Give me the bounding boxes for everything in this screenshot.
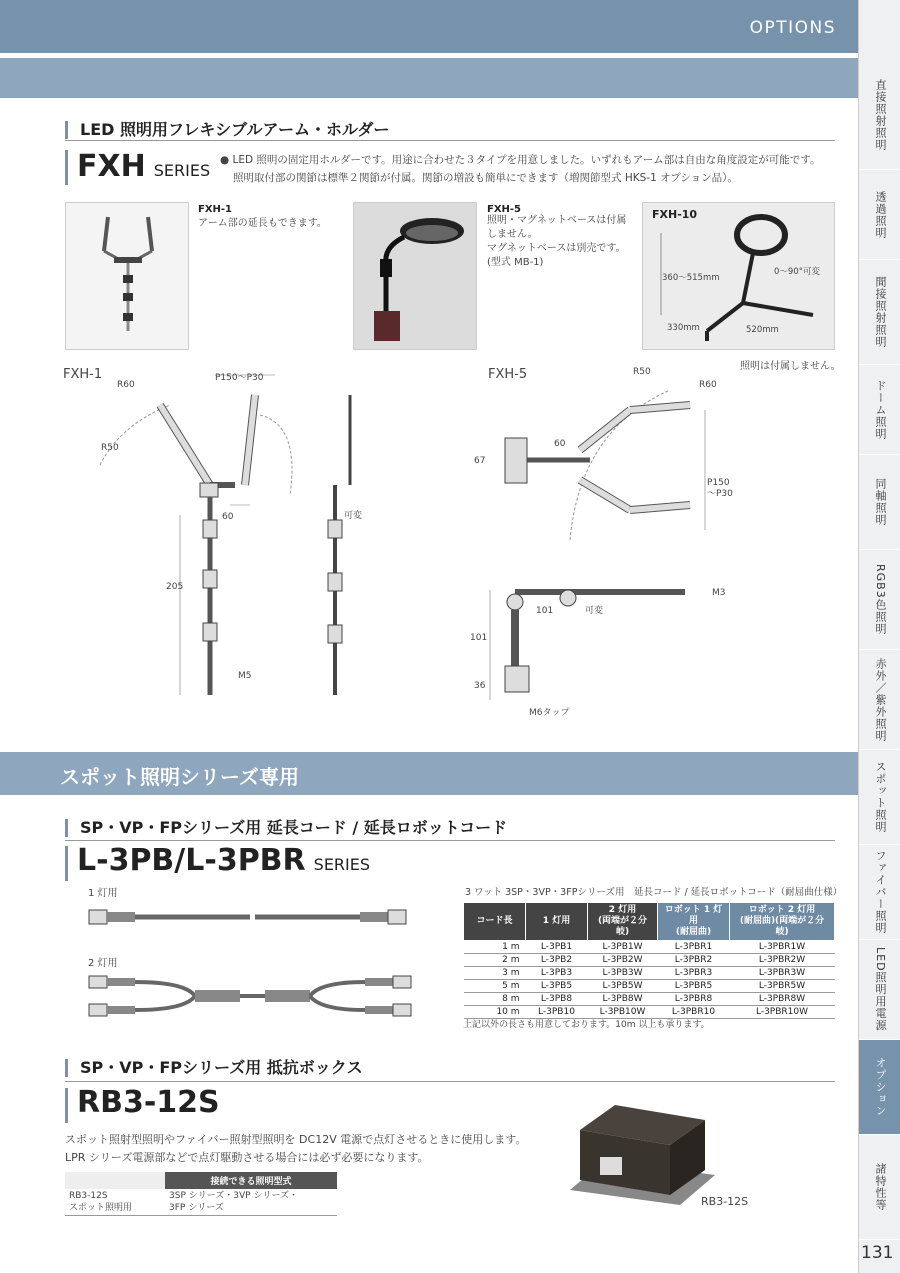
spot-section-band — [0, 752, 858, 795]
table-row — [464, 967, 835, 980]
rb-subtitle: SP・VP・FPシリーズ用 抵抗ボックス — [65, 1059, 363, 1077]
table-row — [464, 980, 835, 993]
header-bar — [0, 0, 858, 53]
table-cell: L-3PB8W — [588, 993, 658, 1006]
drawing-fxh5-kahen: 可変 — [585, 606, 604, 616]
table-cell: L-3PB10W — [588, 1006, 658, 1019]
tab-characteristics[interactable]: 諸特性等 — [859, 1135, 900, 1240]
table-cell: L-3PB10 — [526, 1006, 588, 1019]
rb-photo-label: RB3-12S — [701, 1195, 749, 1208]
cord-title-bar — [65, 846, 68, 881]
table-cell: L-3PBR5W — [730, 980, 835, 993]
tab-dome[interactable]: ドーム照明 — [859, 365, 900, 455]
table-row — [464, 993, 835, 1006]
fxh5-text-1: 照明・マグネットベースは付属 — [487, 215, 627, 226]
table-cell: L-3PBR3 — [658, 967, 730, 980]
cord-title: L-3PB/L-3PBR SERIES — [77, 843, 371, 878]
table-cell: L-3PB5W — [588, 980, 658, 993]
drawing-fxh5-pitch: P150 — [707, 478, 730, 488]
tab-direct[interactable]: 直接照射照明 — [859, 60, 900, 170]
drawing-fxh5-m3: M3 — [712, 588, 726, 598]
table-cell: L-3PB2W — [588, 954, 658, 967]
table-cell: L-3PBR8 — [658, 993, 730, 1006]
table-cell: L-3PB8 — [526, 993, 588, 1006]
drawing-fxh5-101a: 101 — [536, 606, 554, 616]
cord-two-light-image — [85, 968, 415, 1028]
fxh1-drawing — [60, 365, 380, 725]
col-robot-two: ロボット 2 灯用 (耐屈曲)(両端が２分岐) — [730, 903, 835, 941]
drawing-fxh5-r60: R60 — [699, 380, 717, 390]
fxh10-label: FXH-10 — [652, 208, 698, 221]
header-options-label: OPTIONS — [749, 18, 836, 38]
drawing-fxh1-r60: R60 — [117, 380, 135, 390]
divider — [65, 1081, 835, 1082]
tab-indirect[interactable]: 間接照射照明 — [859, 260, 900, 365]
drawing-fxh1-title: FXH-1 — [63, 367, 103, 382]
rb-photo — [560, 1095, 720, 1210]
table-cell: L-3PBR10W — [730, 1006, 835, 1019]
table-cell: L-3PBR5 — [658, 980, 730, 993]
tab-led-power[interactable]: LED照明用電源 — [859, 940, 900, 1040]
fxh5-label: FXH-5 — [487, 204, 522, 215]
table-cell: L-3PBR10 — [658, 1006, 730, 1019]
side-index — [858, 0, 900, 1273]
table-cell: 10 m — [464, 1006, 526, 1019]
fxh5-text-4: (型式 MB-1) — [487, 257, 544, 268]
divider — [65, 140, 835, 141]
table-row — [464, 954, 835, 967]
tab-spot[interactable]: スポット照明 — [859, 750, 900, 845]
drawing-fxh1-205: 205 — [166, 582, 184, 592]
cord-table — [463, 902, 835, 1019]
drawing-fxh5-pitch-range: ～P30 — [707, 489, 733, 499]
table-cell: L-3PB1 — [526, 941, 588, 954]
rb-table-header: 接続できる照明型式 — [165, 1172, 337, 1189]
table-cell: 8 m — [464, 993, 526, 1006]
cord-subtitle: SP・VP・FPシリーズ用 延長コード / 延長ロボットコード — [65, 819, 507, 837]
table-cell: L-3PB5 — [526, 980, 588, 993]
table-cell: L-3PB1W — [588, 941, 658, 954]
rb-desc-1: スポット照射型照明やファイバー照射型照明を DC12V 電源で点灯させるときに使用します。 — [65, 1133, 527, 1146]
table-cell: L-3PBR2W — [730, 954, 835, 967]
page-number: 131 — [861, 1243, 894, 1263]
tab-ir-uv[interactable]: 赤外／紫外照明 — [859, 650, 900, 750]
fxh5-text-2: しません。 — [487, 229, 538, 240]
fxh10-depth: 330mm — [667, 323, 700, 333]
drawing-fxh5-r50: R50 — [633, 367, 651, 377]
cord-table-title: 3 ワット 3SP・3VP・3FPシリーズ用 延長コード / 延長ロボットコード（耐屈曲仕様） — [465, 887, 843, 898]
drawing-fxh5-60: 60 — [554, 439, 566, 449]
fxh10-width: 520mm — [746, 325, 779, 335]
fxh-desc-1: ● LED 照明の固定用ホルダーです。用途に合わせた３タイプを用意しました。いずれもアーム部は自由な角度設定が可能です。 — [220, 154, 821, 166]
drawing-fxh5-101b: 101 — [470, 633, 488, 643]
table-cell: 1 m — [464, 941, 526, 954]
cord-two-light-label: 2 灯用 — [88, 958, 118, 969]
cord-one-light-image — [85, 900, 415, 935]
table-cell: L-3PBR8W — [730, 993, 835, 1006]
fxh5-drawing — [470, 370, 760, 720]
fxh10-note: 照明は付属しません。 — [740, 361, 841, 372]
fxh1-photo — [65, 202, 189, 350]
drawing-fxh5-67: 67 — [474, 456, 486, 466]
cord-one-light-label: 1 灯用 — [88, 888, 118, 899]
col-one-light: 1 灯用 — [526, 903, 588, 941]
table-cell: L-3PB2 — [526, 954, 588, 967]
drawing-fxh1-r50: R50 — [101, 443, 119, 453]
rb-desc-2: LPR シリーズ電源部などで点灯駆動させる場合には必ず必要になります。 — [65, 1151, 429, 1164]
fxh-subtitle: LED 照明用フレキシブルアーム・ホルダー — [65, 121, 389, 139]
table-cell: 2 m — [464, 954, 526, 967]
table-cell: 3 m — [464, 967, 526, 980]
fxh5-photo — [353, 202, 477, 350]
drawing-fxh5-36: 36 — [474, 681, 486, 691]
drawing-fxh1-pitch: P150～P30 — [215, 373, 264, 383]
tab-transmit[interactable]: 透過照明 — [859, 170, 900, 260]
rb-table — [65, 1172, 337, 1216]
table-cell: L-3PBR1 — [658, 941, 730, 954]
drawing-fxh1-kahen: 可変 — [344, 511, 363, 521]
tab-coaxial[interactable]: 同軸照明 — [859, 455, 900, 550]
spot-band-label: スポット照明シリーズ専用 — [60, 765, 299, 789]
fxh1-label: FXH-1 — [198, 204, 233, 215]
fxh10-height: 360～515mm — [662, 273, 720, 283]
fxh10-angle: 0～90°可変 — [774, 267, 820, 277]
rb-title-bar — [65, 1088, 68, 1123]
fxh-title-bar — [65, 150, 68, 185]
table-cell: 5 m — [464, 980, 526, 993]
drawing-fxh1-m5: M5 — [238, 671, 252, 681]
col-robot-one: ロボット 1 灯用 (耐屈曲) — [658, 903, 730, 941]
fxh-title: FXH SERIES — [77, 149, 211, 184]
table-cell: L-3PB3 — [526, 967, 588, 980]
drawing-fxh1-60: 60 — [222, 512, 234, 522]
tab-options[interactable]: オプション — [859, 1040, 900, 1135]
rb-title: RB3-12S — [77, 1085, 220, 1120]
drawing-fxh5-title: FXH-5 — [488, 367, 528, 382]
fxh-desc-2: 照明取付部の関節は標準２関節が付属。関節の増設も簡単にできます（増関節型式 HKS-1 オプション品）。 — [233, 172, 738, 184]
fxh1-text: アーム部の延長もできます。 — [198, 218, 327, 229]
drawing-fxh5-m6: M6タップ — [529, 708, 570, 718]
table-cell: L-3PBR2 — [658, 954, 730, 967]
col-length: コード長 — [464, 903, 526, 941]
rb-model-cell: RB3-12S スポット照明用 — [65, 1189, 165, 1216]
table-cell: L-3PBR1W — [730, 941, 835, 954]
tab-fiber[interactable]: ファイバー照明 — [859, 845, 900, 940]
cord-table-note: 上記以外の長さも用意しております。10m 以上も承ります。 — [463, 1020, 710, 1030]
rb-conn-cell: 3SP シリーズ・3VP シリーズ・ 3FP シリーズ — [165, 1189, 337, 1216]
divider — [65, 840, 835, 841]
header-band — [0, 58, 858, 98]
table-cell: L-3PB3W — [588, 967, 658, 980]
table-row — [464, 941, 835, 954]
table-cell: L-3PBR3W — [730, 967, 835, 980]
fxh5-text-3: マグネットベースは別売です。 — [487, 243, 626, 254]
col-two-light: 2 灯用 (両端が２分岐) — [588, 903, 658, 941]
tab-rgb[interactable]: RGB3色照明 — [859, 550, 900, 650]
